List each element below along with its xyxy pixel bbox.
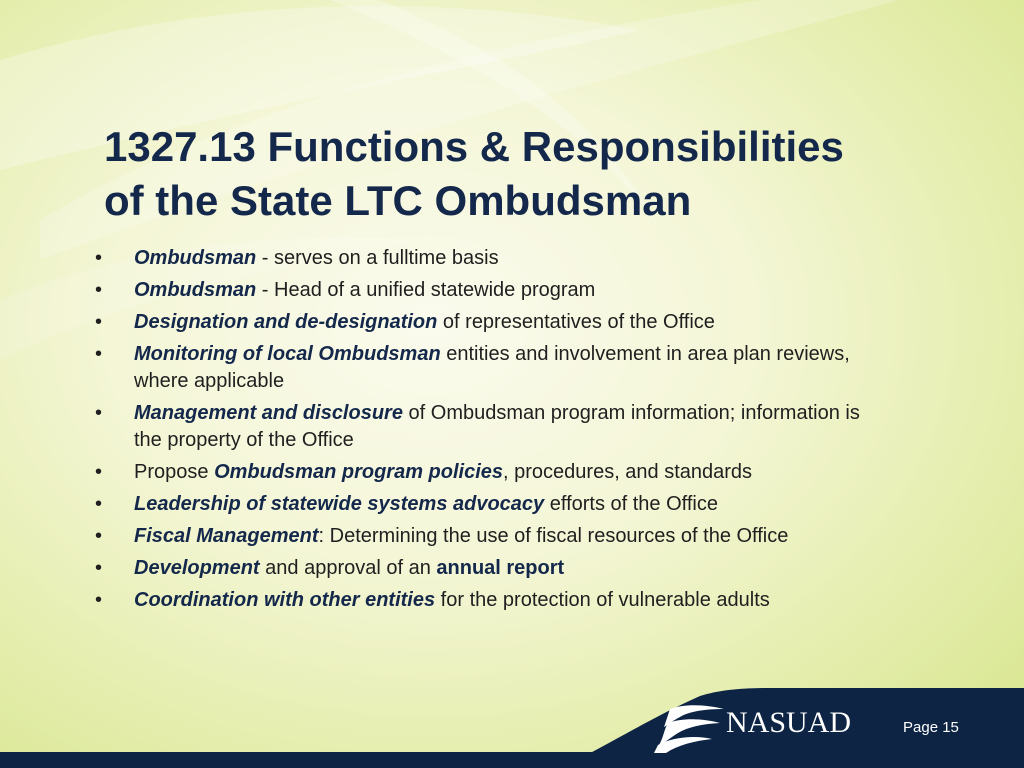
bullet-emphasis: Coordination with other entities — [134, 589, 436, 611]
bullet-dot-icon: • — [95, 311, 103, 333]
bullet-text: , procedures, and standards — [503, 461, 753, 483]
bullet-text: of representatives of the Office — [437, 311, 715, 333]
bullet-text: entities and involvement in area plan reviews, where applicable — [134, 343, 850, 392]
bullet-item — [92, 555, 892, 582]
bullet-item — [92, 491, 892, 518]
bullet-text: efforts of the Office — [544, 493, 718, 515]
page-number: Page 15 — [903, 719, 959, 736]
bullet-emphasis: Ombudsman — [134, 279, 257, 301]
bullet-emphasis: Fiscal Management — [134, 525, 319, 547]
bullet-emphasis: Monitoring of local Ombudsman — [134, 343, 441, 365]
bullet-emphasis: Development — [134, 557, 260, 579]
bullet-dot-icon: • — [95, 402, 103, 424]
bullet-emphasis: Designation and de-designation — [134, 311, 438, 333]
bullet-item — [92, 341, 892, 395]
bullet-text: : Determining the use of fiscal resources of the Office — [318, 525, 789, 547]
bullet-lead-text: Propose — [134, 461, 215, 483]
bullet-dot-icon: • — [95, 461, 103, 483]
slide-title — [104, 120, 964, 228]
bullet-dot-icon: • — [95, 557, 103, 579]
bullet-dot-icon: • — [95, 589, 103, 611]
bullet-text: - serves on a fulltime basis — [256, 247, 499, 269]
bullet-emphasis: Leadership of statewide systems advocacy — [134, 493, 545, 515]
bullet-emphasis: Management and disclosure — [134, 402, 403, 424]
bullet-emphasis: Ombudsman program policies — [214, 461, 504, 483]
bullet-text: of Ombudsman program information; information is the property of the Office — [134, 402, 860, 451]
slide-title-line-1: 1327.13 Functions & Responsibilities — [104, 123, 844, 170]
bullet-item — [92, 277, 892, 304]
nasuad-swoosh-icon — [650, 703, 728, 755]
bullet-text: and approval of an — [259, 557, 437, 579]
bullet-emphasis: Ombudsman — [134, 247, 257, 269]
bullet-dot-icon: • — [95, 343, 103, 365]
bullet-list — [92, 245, 892, 619]
bullet-item — [92, 523, 892, 550]
bullet-item — [92, 587, 892, 614]
slide-title-line-2: of the State LTC Ombudsman — [104, 177, 692, 224]
bullet-text: for the protection of vulnerable adults — [435, 589, 770, 611]
footer-bar — [0, 688, 1024, 768]
bullet-dot-icon: • — [95, 493, 103, 515]
bullet-item — [92, 459, 892, 486]
bullet-bold-text: annual report — [436, 557, 565, 579]
bullet-item — [92, 245, 892, 272]
bullet-item — [92, 400, 892, 454]
bullet-dot-icon: • — [95, 279, 103, 301]
bullet-text: - Head of a unified statewide program — [256, 279, 596, 301]
nasuad-logo-text: NASUAD — [726, 706, 852, 739]
bullet-dot-icon: • — [95, 525, 103, 547]
bullet-dot-icon: • — [95, 247, 103, 269]
bullet-item — [92, 309, 892, 336]
